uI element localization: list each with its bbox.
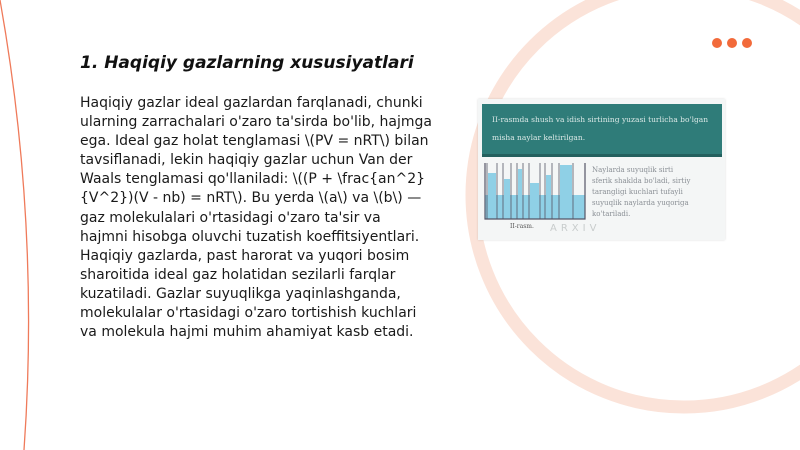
figure-side-line: tarangligi kuchlari tufayli [592, 188, 683, 196]
slide-title: 1. Haqiqiy gazlarning xususiyatlari [80, 53, 414, 73]
left-curve-decoration [0, 0, 29, 450]
figure-side-line: ko'tariladi. [592, 210, 631, 218]
capillary-tubes-illustration [482, 161, 590, 223]
figure-banner [482, 104, 722, 157]
figure-caption: II-rasm. [510, 223, 534, 230]
dot [712, 38, 722, 48]
figure-side-line: Naylarda suyuqlik sirti [592, 166, 674, 174]
textbook-figure [478, 99, 725, 240]
figure-side-line: sferik shaklda bo'ladi, sirtiy [592, 177, 691, 185]
figure-banner-line: misha naylar keltirilgan. [492, 133, 586, 142]
figure-banner-line: II-rasmda shush va idish sirtining yuzasi turlicha bo'lgan [492, 115, 709, 124]
slide-body-text: Haqiqiy gazlar ideal gazlardan farqlanadi, chunki ularning zarrachalari o'zaro ta'sirda bo'lib, hajmga ega. Ideal gaz holat tenglamasi \(PV = nRT\) bilan tavsiflanadi, lekin haqiqiy gazlar uchun Van der Waals tenglamasi qo'llaniladi: \((P + \frac{an^2}{V^2})(V - nb) = nRT\). Bu yerda \(a\) va \(b\) — gaz molekulalari o'rtasidagi o'zaro ta'sir va hajmni hisobga oluvchi tuzatish koeffitsiyentlari. Haqiqiy gazlarda, past harorat va yuqori bosim sharoitida ideal gaz holatidan sezilarli farqlar kuzatiladi. Gazlar suyuqlikga yaqinlashganda, molekulalar o'rtasidagi o'zaro tortishish kuchlari va molekula hajmi muhim ahamiyat kasb etadi. [80, 95, 432, 341]
dots-icon [712, 38, 752, 48]
figure-watermark: ARXIV [550, 223, 601, 234]
dot [727, 38, 737, 48]
figure-side-text [592, 165, 724, 220]
figure-side-line: suyuqlik naylarda yuqoriga [592, 199, 689, 207]
dot [742, 38, 752, 48]
